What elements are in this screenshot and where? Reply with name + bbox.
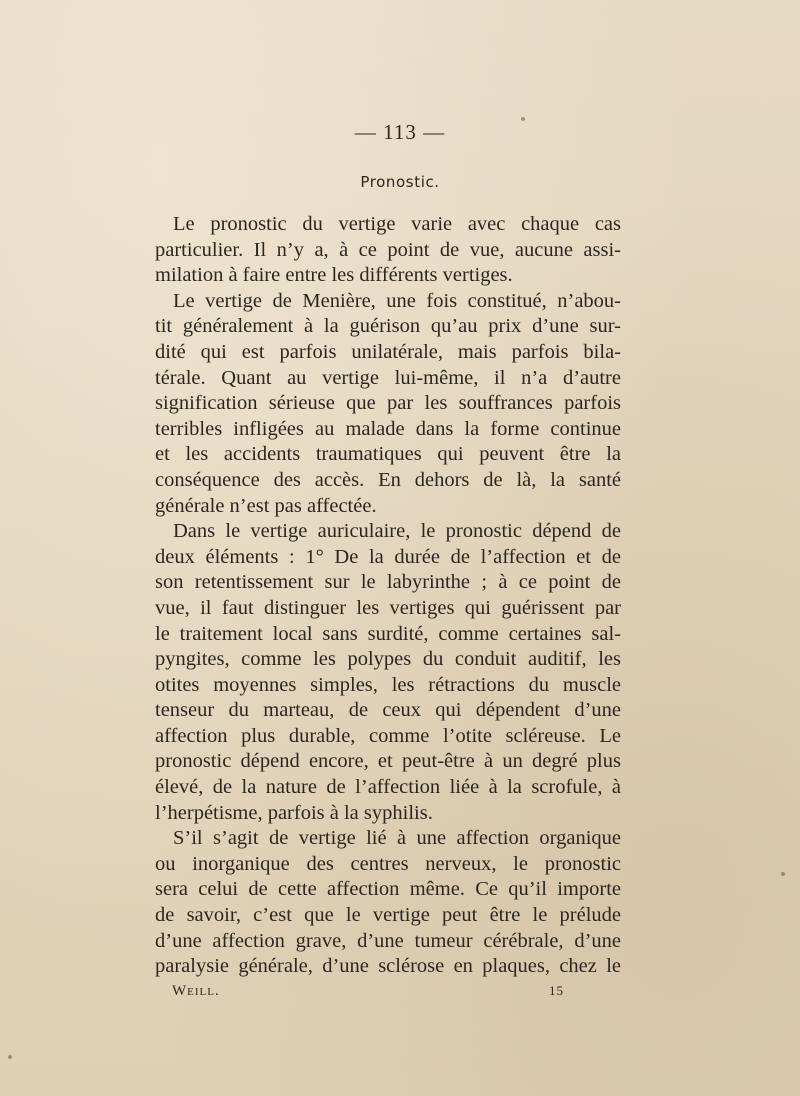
- section-heading: Pronostic.: [360, 173, 440, 191]
- text-line: dité qui est parfois unilatérale, mais parfois bila-: [155, 340, 621, 363]
- text-line: Le vertige de Menière, une fois constitué, n’abou-: [173, 289, 621, 312]
- text-line: particulier. Il n’y a, à ce point de vue, aucune assi-: [155, 238, 621, 261]
- body-text: [155, 212, 621, 980]
- text-line: pronostic dépend encore, et peut-être à un degré plus: [155, 750, 621, 773]
- text-line: Le pronostic du vertige varie avec chaque cas: [173, 213, 621, 235]
- text-line: paralysie générale, d’une sclérose en plaques, chez le: [155, 955, 621, 978]
- text-line: son retentissement sur le labyrinthe ; à ce point de: [155, 571, 621, 594]
- text-line: otites moyennes simples, les rétractions du muscle: [155, 673, 621, 696]
- text-line: et les accidents traumatiques qui peuvent être la: [155, 443, 621, 466]
- text-line: sera celui de cette affection même. Ce qu’il importe: [155, 878, 621, 901]
- text-line: S’il s’agit de vertige lié à une affection organique: [173, 827, 621, 850]
- page-number: — 113 —: [354, 120, 446, 144]
- text-line: l’herpétisme, parfois à la syphilis.: [155, 801, 433, 824]
- page-footer: [172, 983, 572, 1000]
- text-line: pyngites, comme les polypes du conduit auditif, les: [155, 648, 621, 671]
- text-line: térale. Quant au vertige lui-même, il n’a d’autre: [155, 366, 621, 389]
- text-line: signification sérieuse que par les souffrances parfois: [155, 392, 621, 415]
- text-line: conséquence des accès. En dehors de là, la santé: [155, 468, 621, 491]
- text-line: deux éléments : 1° De la durée de l’affection et de: [155, 545, 621, 568]
- paper-speck: [521, 117, 525, 121]
- text-line: tit généralement à la guérison qu’au prix d’une sur-: [155, 315, 621, 338]
- signature-mark: 15: [549, 983, 564, 998]
- text-line: élevé, de la nature de l’affection liée à la scrofule, à: [155, 776, 621, 799]
- text-line: tenseur du marteau, de ceux qui dépendent d’une: [155, 699, 621, 722]
- text-line: Dans le vertige auriculaire, le pronostic dépend de: [173, 520, 621, 543]
- paper-speck: [781, 872, 785, 876]
- text-line: le traitement local sans surdité, comme certaines sal-: [155, 622, 621, 645]
- text-line: milation à faire entre les différents vertiges.: [155, 264, 513, 287]
- footer-author: Weill.: [172, 983, 220, 999]
- text-line: de savoir, c’est que le vertige peut être le prélude: [155, 904, 621, 927]
- text-line: terribles infligées au malade dans la forme continue: [155, 417, 621, 440]
- text-line: générale n’est pas affectée.: [155, 494, 377, 517]
- text-line: ou inorganique des centres nerveux, le pronostic: [155, 852, 621, 875]
- text-line: vue, il faut distinguer les vertiges qui guérissent par: [155, 596, 621, 619]
- text-line: affection plus durable, comme l’otite scléreuse. Le: [155, 724, 621, 747]
- paper-speck: [8, 1055, 12, 1059]
- text-line: d’une affection grave, d’une tumeur cérébrale, d’une: [155, 929, 621, 952]
